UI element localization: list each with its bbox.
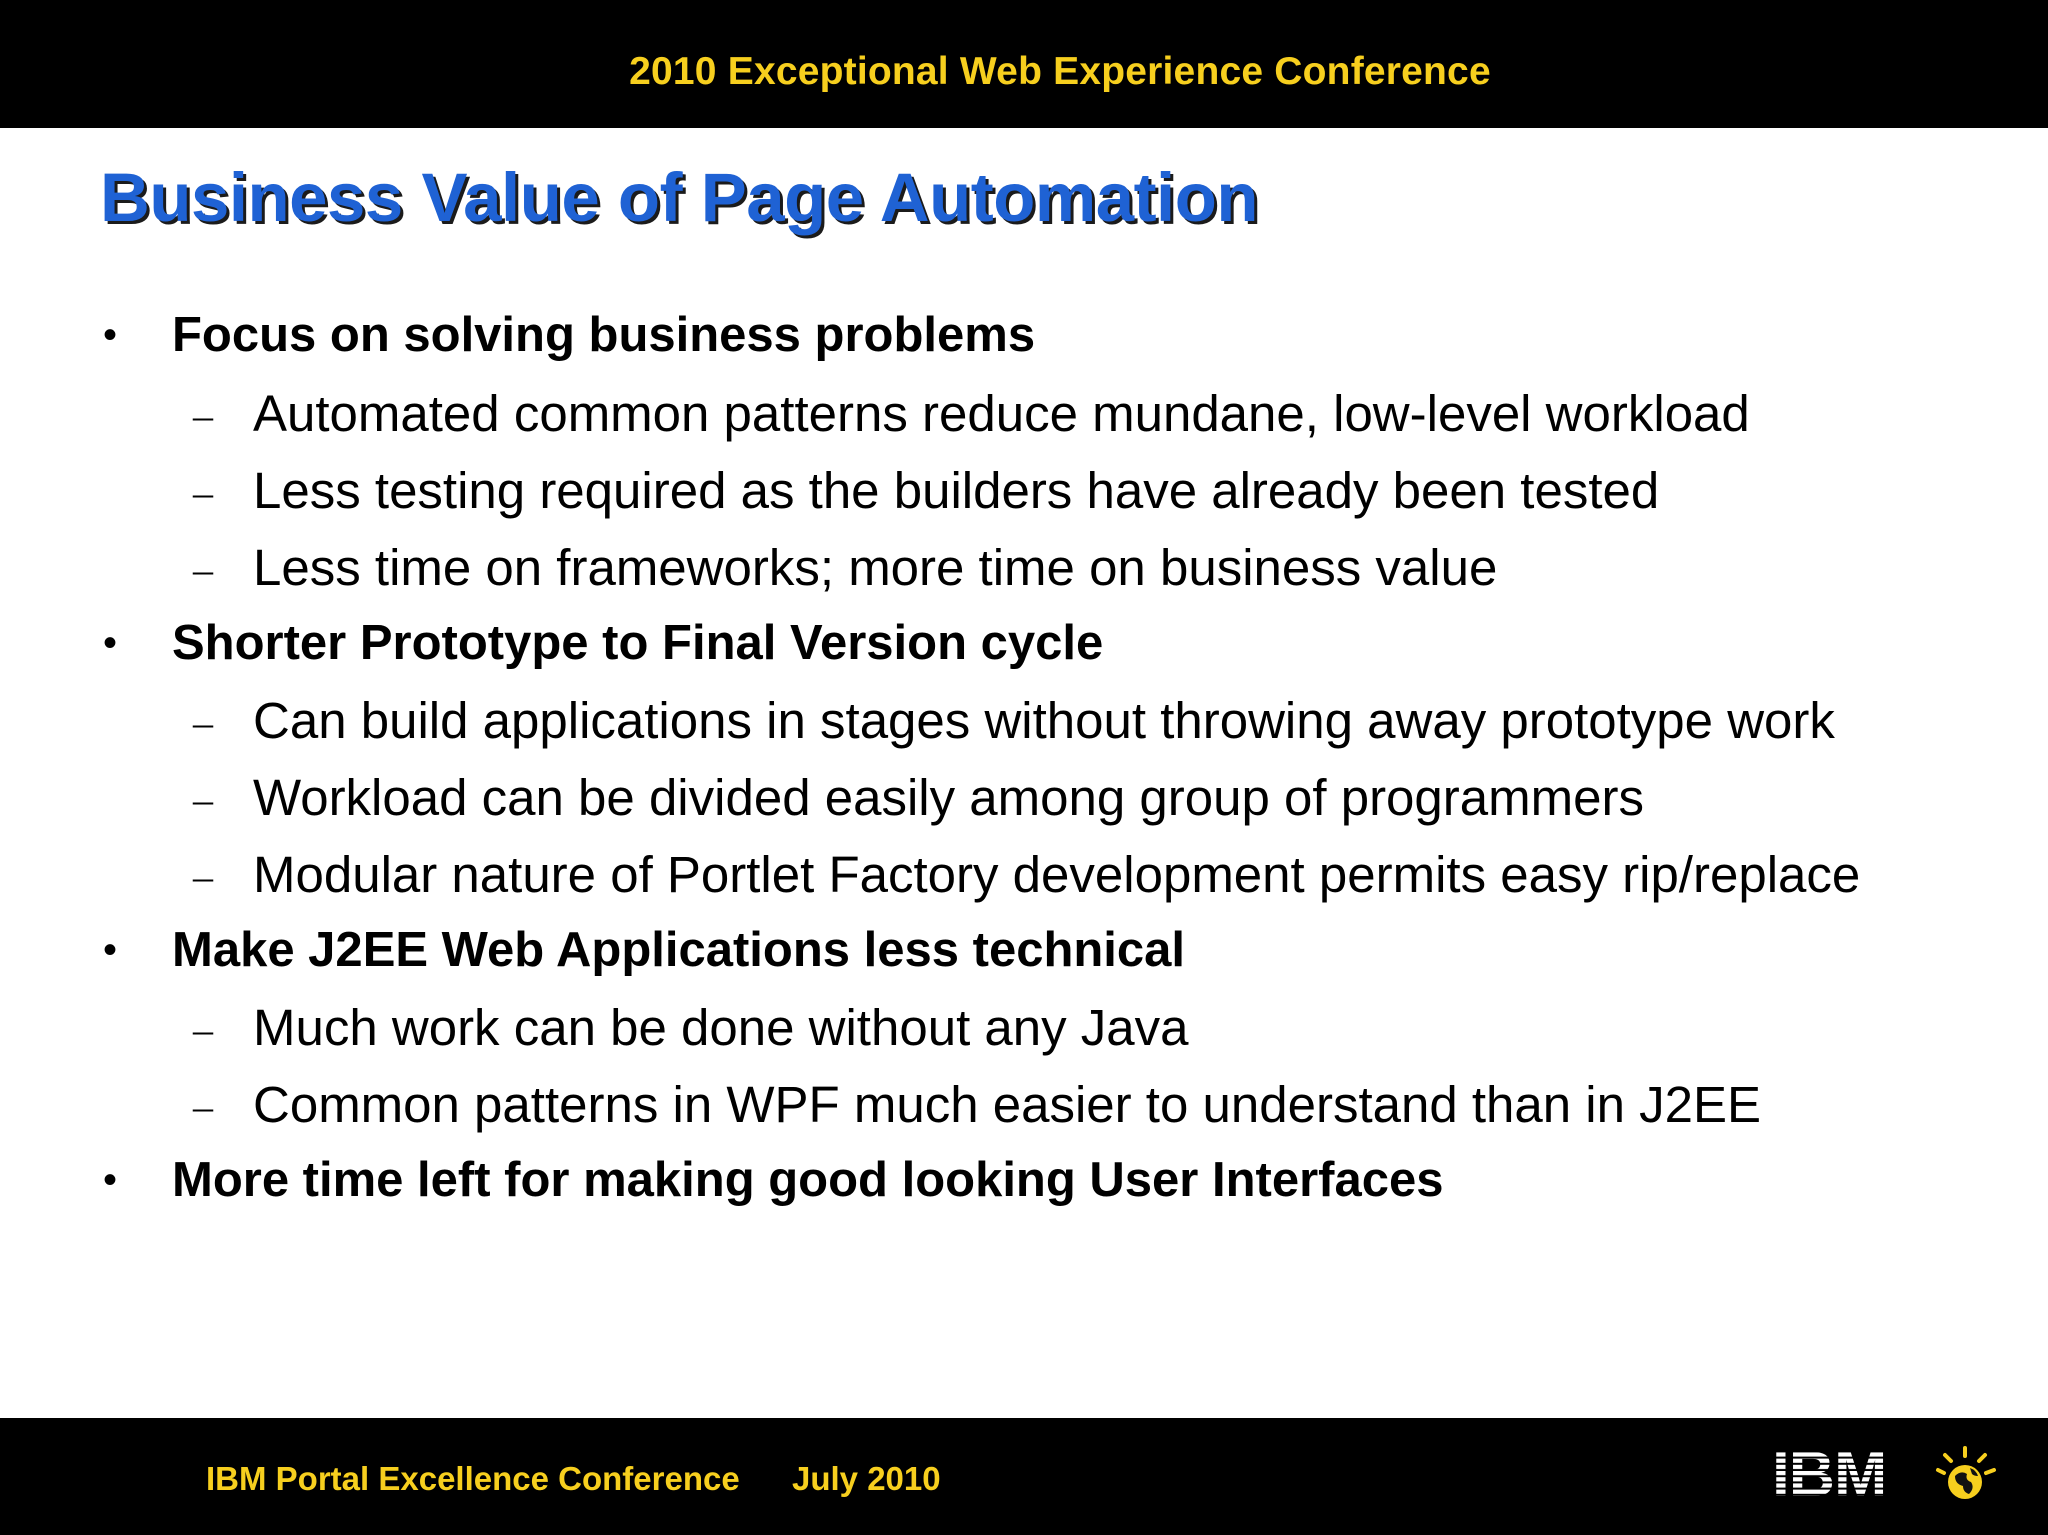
- dash-icon: –: [193, 700, 213, 745]
- dash-icon: –: [193, 547, 213, 592]
- dash-icon: –: [193, 470, 213, 515]
- sub-bullet-item: Less testing required as the builders have already been tested: [253, 462, 1660, 519]
- bullet-dot-icon: •: [103, 621, 118, 665]
- sub-bullet-item: Can build applications in stages without throwing away prototype work: [253, 692, 1835, 749]
- bullet-item: More time left for making good looking User Interfaces: [172, 1153, 1444, 1207]
- sub-bullet-item: Common patterns in WPF much easier to understand than in J2EE: [253, 1076, 1762, 1133]
- bullet-item: Focus on solving business problems: [172, 308, 1036, 362]
- conference-title: 2010 Exceptional Web Experience Conference: [629, 50, 1491, 93]
- footer-date: July 2010: [792, 1460, 941, 1497]
- dash-icon: –: [193, 1084, 213, 1129]
- sub-bullet-item: Workload can be divided easily among group of programmers: [253, 769, 1644, 826]
- ibm-logo-icon: [1772, 1440, 2002, 1510]
- dash-icon: –: [193, 854, 213, 899]
- slide-title: Business Value of Page Automation: [100, 159, 1259, 236]
- sub-bullet-item: Modular nature of Portlet Factory development permits easy rip/replace: [253, 846, 1861, 903]
- bullet-item: Make J2EE Web Applications less technical: [172, 923, 1186, 977]
- dash-icon: –: [193, 1007, 213, 1052]
- bullet-dot-icon: •: [103, 313, 118, 357]
- bullet-dot-icon: •: [103, 1158, 118, 1202]
- sub-bullet-item: Much work can be done without any Java: [253, 999, 1189, 1056]
- sub-bullet-item: Automated common patterns reduce mundane, low-level workload: [253, 385, 1750, 442]
- dash-icon: –: [193, 393, 213, 438]
- sub-bullet-item: Less time on frameworks; more time on business value: [253, 539, 1498, 596]
- bullet-dot-icon: •: [103, 928, 118, 972]
- globe-icon: [1938, 1448, 1994, 1499]
- ibm-wordmark: IBM: [1772, 1440, 1887, 1510]
- footer-conference: IBM Portal Excellence Conference: [206, 1460, 740, 1497]
- dash-icon: –: [193, 777, 213, 822]
- bullet-item: Shorter Prototype to Final Version cycle: [172, 616, 1104, 670]
